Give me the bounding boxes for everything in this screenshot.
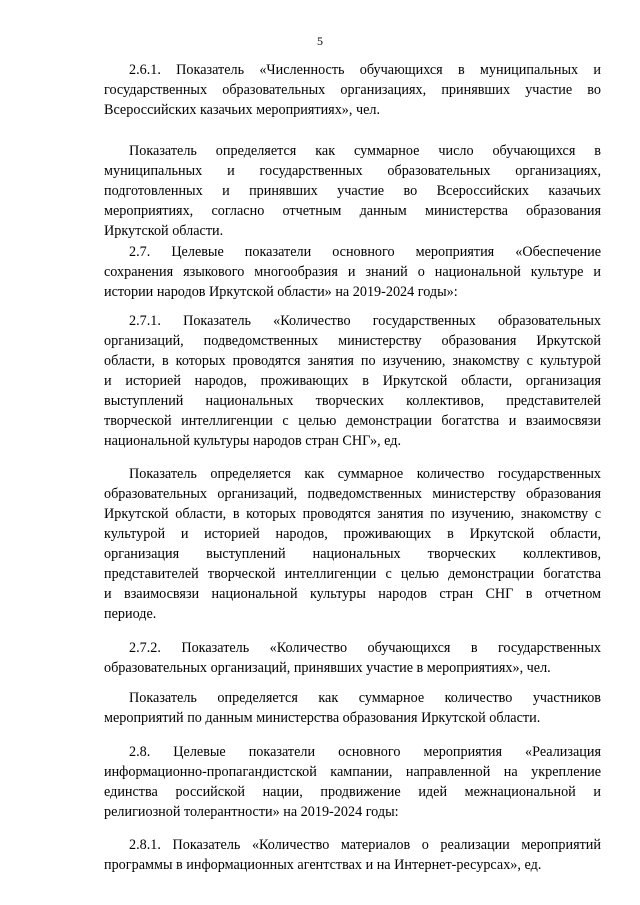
- text-line: творческой интеллигенции с целью демонстрации богатства и взаимосвязи: [104, 413, 601, 429]
- text-line: истории народов Иркутской области» на 2019-2024 годы»:: [104, 284, 458, 300]
- text-line: 2.8. Целевые показатели основного мероприятия «Реализация: [129, 744, 601, 760]
- text-line: сохранения языкового многообразия и знаний о национальной культуре и: [104, 264, 601, 280]
- text-line: 2.7. Целевые показатели основного мероприятия «Обеспечение: [129, 244, 601, 260]
- text-line: религиозной толерантности» на 2019-2024 годы:: [104, 804, 399, 820]
- text-line: Иркутской области.: [104, 223, 224, 239]
- text-line: муниципальных и государственных образовательных организациях,: [104, 163, 601, 179]
- text-line: и историей народов, проживающих в Иркутской области, организация: [104, 373, 601, 389]
- text-line: 2.8.1. Показатель «Количество материалов о реализации мероприятий: [129, 837, 601, 853]
- text-line: Показатель определяется как суммарное количество государственных: [129, 466, 601, 482]
- text-line: 2.7.1. Показатель «Количество государственных образовательных: [129, 313, 601, 329]
- text-line: мероприятиях, согласно отчетным данным министерства образования: [104, 203, 601, 219]
- text-line: образовательных организаций, принявших участие в мероприятиях», чел.: [104, 660, 551, 676]
- text-line: Иркутской области, в которых проводятся занятия по изучению, знакомству с: [104, 506, 601, 522]
- text-line: Всероссийских казачьих мероприятиях», чел.: [104, 102, 381, 118]
- text-line: национальной культуры народов стран СНГ», ед.: [104, 433, 402, 449]
- text-line: единства российской нации, продвижение идей межнациональной и: [104, 784, 601, 800]
- text-line: периоде.: [104, 606, 157, 622]
- text-line: 2.6.1. Показатель «Численность обучающихся в муниципальных и: [129, 62, 601, 78]
- text-line: области, в которых проводятся занятия по изучению, знакомству с культурой: [104, 353, 601, 369]
- text-line: мероприятий по данным министерства образования Иркутской области.: [104, 710, 541, 726]
- text-line: организаций, подведомственных министерству образования Иркутской: [104, 333, 601, 349]
- text-line: Показатель определяется как суммарное количество участников: [129, 690, 601, 706]
- text-line: организация выступлений национальных творческих коллективов,: [104, 546, 601, 562]
- text-line: информационно-пропагандистской кампании, направленной на укрепление: [104, 764, 601, 780]
- text-line: и взаимосвязи национальной культуры народов стран СНГ в отчетном: [104, 586, 601, 602]
- text-line: государственных образовательных организациях, принявших участие во: [104, 82, 601, 98]
- text-line: выступлений национальных творческих коллективов, представителей: [104, 393, 601, 409]
- text-line: образовательных организаций, подведомственных министерству образования: [104, 486, 601, 502]
- text-line: культурой и историей народов, проживающих в Иркутской области,: [104, 526, 601, 542]
- page-number: 5: [317, 34, 323, 48]
- text-line: представителей творческой интеллигенции с целью демонстрации богатства: [104, 566, 601, 582]
- text-line: программы в информационных агентствах и на Интернет-ресурсах», ед.: [104, 857, 542, 873]
- text-line: подготовленных и принявших участие во Всероссийских казачьих: [104, 183, 601, 199]
- text-line: 2.7.2. Показатель «Количество обучающихся в государственных: [129, 640, 601, 656]
- text-line: Показатель определяется как суммарное число обучающихся в: [129, 143, 601, 159]
